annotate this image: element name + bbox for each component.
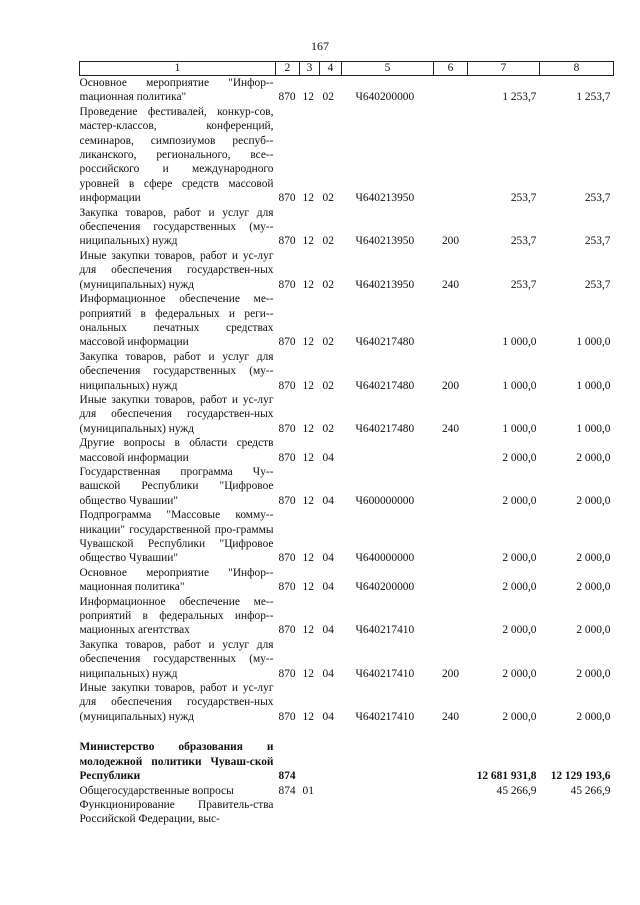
table-row — [80, 393, 614, 436]
row-target-article — [342, 798, 434, 827]
row-ministry-code: 870 — [278, 710, 296, 723]
row-expense-type: 240 — [441, 710, 460, 723]
row-expense-type: 200 — [441, 235, 460, 248]
row-expense-type — [434, 740, 468, 783]
row-amount-year-1: 2 000,0 — [502, 494, 537, 507]
row-amount-year-1: 2 000,0 — [502, 667, 537, 680]
row-amount-year-1: 1 000,0 — [502, 336, 537, 349]
row-expense-type — [434, 798, 468, 827]
table-row — [80, 465, 614, 508]
header-col-1: 1 — [80, 62, 276, 76]
row-subsection: 04 — [322, 581, 334, 594]
row-section: 12 — [302, 552, 314, 565]
row-amount-year-2: 2 000,0 — [576, 710, 611, 723]
row-section: 12 — [302, 91, 314, 104]
row-subsection: 02 — [322, 278, 334, 291]
row-section: 12 — [302, 624, 314, 637]
row-expense-type — [434, 595, 468, 638]
row-subsection: 02 — [322, 235, 334, 248]
row-amount-year-1: 2 000,0 — [502, 581, 537, 594]
row-name: Функционирование Правитель-ства Российской Федерации, выс- — [79, 798, 274, 826]
row-subsection: 04 — [322, 667, 334, 680]
row-amount-year-2: 2 000,0 — [576, 552, 611, 565]
row-ministry-code: 870 — [278, 422, 296, 435]
row-target-article: Ч640217480 — [355, 379, 415, 392]
row-name: Проведение фестивалей, конкур-сов, мастер-классов, конференций, семинаров, симпозиумов респуб-ликанского, регионального, все-российского и международного уровней в сфере средств массовой информации — [79, 105, 274, 205]
row-amount-year-2: 45 266,9 — [570, 784, 611, 797]
row-amount-year-1: 12 681 931,8 — [476, 770, 537, 783]
row-amount-year-2: 1 253,7 — [576, 91, 611, 104]
table-row — [80, 681, 614, 724]
table-row — [80, 76, 614, 105]
row-section: 01 — [302, 784, 314, 797]
table-body — [80, 76, 614, 827]
row-name: Закупка товаров, работ и услуг для обеспечения государственных (му-ниципальных) нужд — [79, 350, 274, 392]
row-target-article — [342, 436, 434, 465]
row-target-article: Ч640213950 — [355, 278, 415, 291]
table-row — [80, 566, 614, 595]
table-row — [80, 798, 614, 827]
header-col-6: 6 — [434, 62, 468, 76]
table-row — [80, 638, 614, 681]
row-target-article: Ч640213950 — [355, 235, 415, 248]
row-ministry-code: 870 — [278, 235, 296, 248]
row-subsection: 02 — [322, 336, 334, 349]
row-name: Другие вопросы в области средств массовой информации — [79, 437, 274, 464]
row-ministry-code: 870 — [278, 581, 296, 594]
row-amount-year-1: 45 266,9 — [496, 784, 537, 797]
row-section: 12 — [302, 710, 314, 723]
row-name: Подпрограмма "Массовые комму-никации" государственной про-граммы Чувашской Республики "Цифровое общество Чувашии" — [79, 509, 274, 565]
row-name: Основное мероприятие "Инфор-мационная политика" — [79, 566, 274, 594]
row-expense-type — [434, 508, 468, 566]
row-amount-year-2: 2 000,0 — [576, 624, 611, 637]
table-row — [80, 595, 614, 638]
row-expense-type: 240 — [441, 422, 460, 435]
row-ministry-code: 870 — [278, 278, 296, 291]
row-section — [300, 740, 320, 783]
row-target-article: Ч640217480 — [355, 336, 415, 349]
row-subsection: 02 — [322, 422, 334, 435]
row-ministry-code: 870 — [278, 494, 296, 507]
table-row — [80, 206, 614, 249]
page-number: 167 — [311, 39, 329, 53]
row-amount-year-1: 2 000,0 — [502, 624, 537, 637]
row-section: 12 — [302, 379, 314, 392]
row-section — [300, 798, 320, 827]
row-target-article: Ч640000000 — [355, 552, 415, 565]
row-ministry-code: 870 — [278, 451, 296, 464]
row-target-article: Ч640200000 — [355, 581, 415, 594]
row-section: 12 — [302, 581, 314, 594]
row-subsection — [320, 784, 342, 798]
row-target-article: Ч640217410 — [355, 710, 415, 723]
row-subsection: 04 — [322, 451, 334, 464]
table-row — [80, 350, 614, 393]
row-name: Иные закупки товаров, работ и ус-луг для обеспечения государствен-ных (муниципальных) нужд — [79, 682, 274, 723]
row-amount-year-1: 2 000,0 — [502, 451, 537, 464]
row-expense-type — [434, 105, 468, 206]
row-section: 12 — [302, 451, 314, 464]
row-ministry-code: 870 — [278, 336, 296, 349]
row-section: 12 — [302, 422, 314, 435]
header-col-3: 3 — [300, 62, 320, 76]
row-ministry-code: 870 — [278, 379, 296, 392]
row-target-article: Ч640200000 — [355, 91, 415, 104]
spacer-cell — [80, 724, 614, 740]
row-ministry-code: 870 — [278, 192, 296, 205]
row-subsection: 02 — [322, 192, 334, 205]
row-amount-year-2: 12 129 193,6 — [550, 770, 611, 783]
table-row — [80, 292, 614, 350]
row-name: Государственная программа Чу-вашской Республики "Цифровое общество Чувашии" — [79, 465, 274, 507]
row-subsection: 02 — [322, 91, 334, 104]
row-ministry-code: 874 — [278, 770, 296, 783]
row-amount-year-2 — [540, 798, 614, 827]
table-row — [80, 105, 614, 206]
table-row — [80, 740, 614, 783]
row-target-article: Ч640217410 — [355, 667, 415, 680]
row-ministry-code: 870 — [278, 624, 296, 637]
row-amount-year-2: 253,7 — [584, 235, 611, 248]
row-subsection — [320, 798, 342, 827]
header-col-8: 8 — [540, 62, 614, 76]
row-ministry-code — [276, 798, 300, 827]
row-target-article: Ч600000000 — [355, 494, 415, 507]
row-ministry-code: 870 — [278, 667, 296, 680]
table-row — [80, 508, 614, 566]
row-expense-type — [434, 465, 468, 508]
row-section: 12 — [302, 336, 314, 349]
row-expense-type — [434, 436, 468, 465]
row-amount-year-2: 1 000,0 — [576, 379, 611, 392]
row-name: Информационное обеспечение ме-роприятий в федеральных инфор-мационных агентствах — [79, 595, 274, 637]
row-amount-year-2: 2 000,0 — [576, 667, 611, 680]
table-row — [80, 249, 614, 292]
row-amount-year-1: 1 253,7 — [502, 91, 537, 104]
row-amount-year-1: 253,7 — [510, 235, 537, 248]
row-amount-year-2: 253,7 — [584, 278, 611, 291]
row-section: 12 — [302, 494, 314, 507]
header-col-5: 5 — [342, 62, 434, 76]
row-subsection: 04 — [322, 552, 334, 565]
row-target-article: Ч640213950 — [355, 192, 415, 205]
row-subsection: 04 — [322, 494, 334, 507]
row-section: 12 — [302, 278, 314, 291]
row-amount-year-1 — [468, 798, 540, 827]
table-row — [80, 784, 614, 798]
row-target-article — [342, 784, 434, 798]
row-amount-year-2: 2 000,0 — [576, 494, 611, 507]
row-section: 12 — [302, 667, 314, 680]
row-expense-type: 200 — [441, 667, 460, 680]
header-col-7: 7 — [468, 62, 540, 76]
row-amount-year-1: 2 000,0 — [502, 710, 537, 723]
row-amount-year-1: 253,7 — [510, 192, 537, 205]
row-name: Министерство образования и молодежной политики Чуваш-ской Республики — [79, 741, 274, 783]
row-ministry-code: 874 — [278, 784, 296, 797]
row-name: Закупка товаров, работ и услуг для обеспечения государственных (му-ниципальных) нужд — [79, 206, 274, 248]
row-amount-year-1: 2 000,0 — [502, 552, 537, 565]
row-amount-year-1: 1 000,0 — [502, 422, 537, 435]
row-amount-year-2: 1 000,0 — [576, 336, 611, 349]
row-section: 12 — [302, 235, 314, 248]
row-expense-type: 240 — [441, 278, 460, 291]
row-name: Иные закупки товаров, работ и ус-луг для обеспечения государствен-ных (муниципальных) нужд — [79, 249, 274, 291]
row-expense-type — [434, 76, 468, 105]
row-subsection: 04 — [322, 624, 334, 637]
row-amount-year-1: 1 000,0 — [502, 379, 537, 392]
row-name: Иные закупки товаров, работ и ус-луг для обеспечения государствен-ных (муниципальных) нужд — [79, 393, 274, 435]
row-subsection: 02 — [322, 379, 334, 392]
row-name: Общегосударственные вопросы — [79, 784, 234, 797]
row-amount-year-2: 253,7 — [584, 192, 611, 205]
row-target-article: Ч640217410 — [355, 624, 415, 637]
row-expense-type: 200 — [441, 379, 460, 392]
header-col-4: 4 — [320, 62, 342, 76]
row-target-article — [342, 740, 434, 783]
budget-table — [79, 61, 614, 827]
spacer-row — [80, 724, 614, 740]
table-header — [80, 62, 614, 76]
table-row — [80, 436, 614, 465]
row-amount-year-2: 2 000,0 — [576, 581, 611, 594]
row-expense-type — [434, 566, 468, 595]
row-subsection: 04 — [322, 710, 334, 723]
row-expense-type — [434, 292, 468, 350]
row-target-article: Ч640217480 — [355, 422, 415, 435]
row-name: Информационное обеспечение ме-роприятий в федеральных и реги-ональных печатных средствах массовой информации — [79, 293, 274, 349]
row-amount-year-2: 2 000,0 — [576, 451, 611, 464]
row-expense-type — [434, 784, 468, 798]
row-subsection — [320, 740, 342, 783]
row-name: Закупка товаров, работ и услуг для обеспечения государственных (му-ниципальных) нужд — [79, 638, 274, 680]
row-ministry-code: 870 — [278, 91, 296, 104]
row-amount-year-2: 1 000,0 — [576, 422, 611, 435]
header-col-2: 2 — [276, 62, 300, 76]
row-amount-year-1: 253,7 — [510, 278, 537, 291]
row-section: 12 — [302, 192, 314, 205]
row-name: Основное мероприятие "Инфор-mационная политика" — [79, 77, 274, 104]
row-ministry-code: 870 — [278, 552, 296, 565]
